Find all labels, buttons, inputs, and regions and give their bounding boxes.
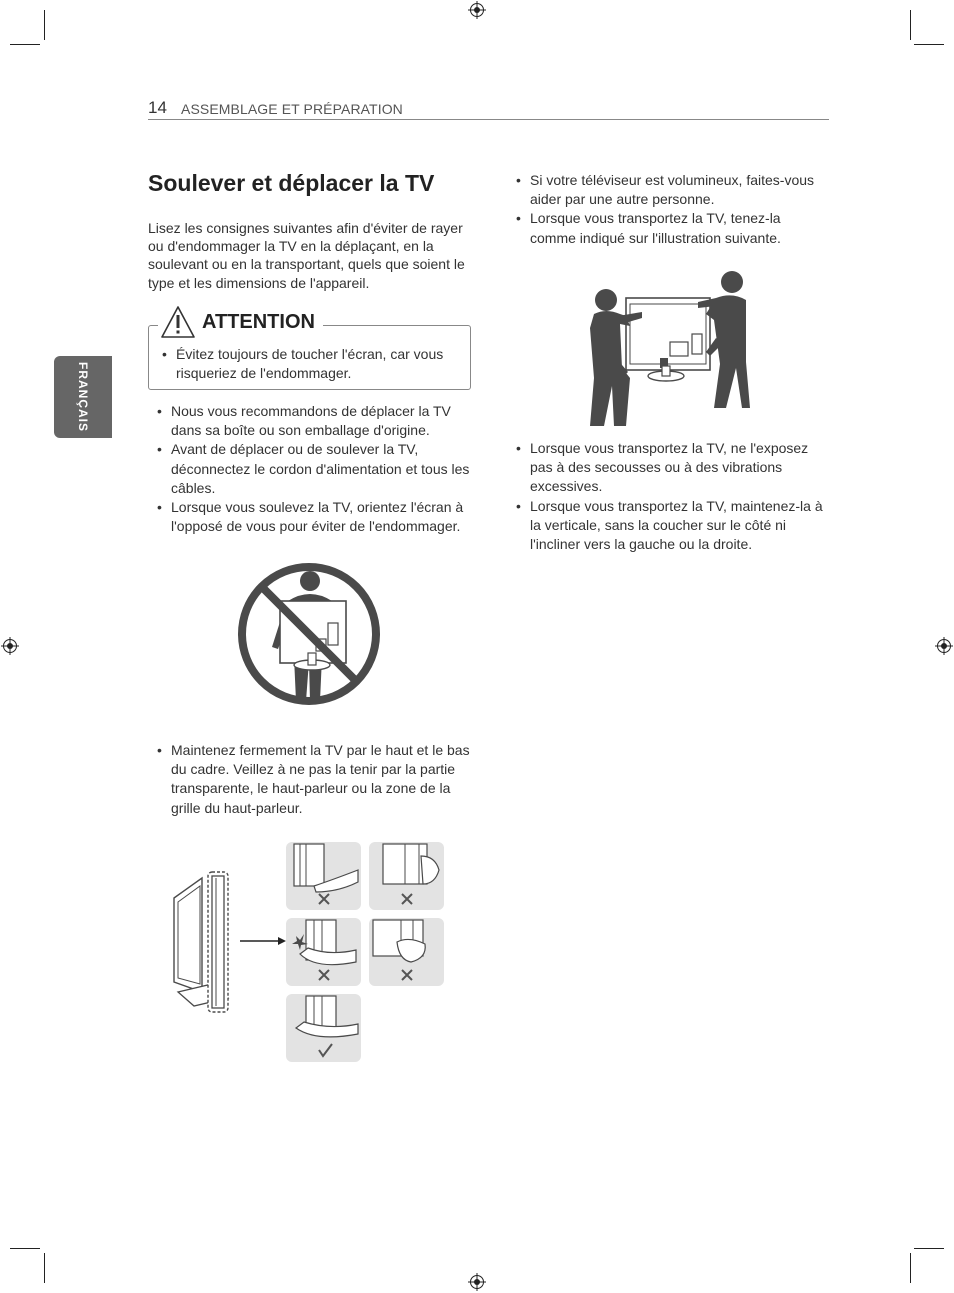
attention-header bbox=[158, 302, 323, 342]
list-item: • Lorsque vous transportez la TV, ne l'exposez pas à des secousses ou à des vibrations excessives. bbox=[516, 439, 824, 497]
list-item: • Si votre téléviseur est volumineux, faites-vous aider par une autre personne. bbox=[516, 171, 824, 209]
registration-mark-icon bbox=[1, 637, 19, 655]
page-title: Soulever et déplacer la TV bbox=[148, 170, 435, 196]
list-item: • Avant de déplacer ou de soulever la TV, déconnectez le cordon d'alimentation et tous les câbles. bbox=[157, 440, 472, 498]
transport-instructions-list bbox=[516, 439, 824, 554]
intro-paragraph: Lisez les consignes suivantes afin d'éviter de rayer ou d'endommager la TV en la déplaçant, en la soulevant ou en la transportant, quels que soient le type et les dimensions de l'appareil. bbox=[148, 220, 465, 291]
list-item: • Nous vous recommandons de déplacer la TV dans sa boîte ou son emballage d'origine. bbox=[157, 402, 472, 440]
list-item: • Lorsque vous transportez la TV, maintenez-la à la verticale, sans la coucher sur le côté ni l'incliner vers la gauche ou la droite. bbox=[516, 497, 824, 555]
hand-grip-icon bbox=[286, 842, 361, 910]
holding-instructions-list bbox=[157, 741, 472, 818]
warning-triangle-icon bbox=[160, 305, 196, 339]
prohibited-lifting-illustration bbox=[236, 561, 382, 707]
hand-grip-icon bbox=[286, 994, 361, 1062]
crop-mark bbox=[914, 1248, 944, 1249]
grip-panel-correct bbox=[286, 994, 361, 1062]
grip-panel-wrong-bottom bbox=[286, 842, 361, 910]
two-person-carry-illustration bbox=[586, 268, 754, 428]
carrying-instructions-list bbox=[516, 171, 824, 248]
hand-grip-icon bbox=[369, 918, 444, 986]
language-tab-label: FRANÇAIS bbox=[76, 362, 90, 432]
list-item: • Maintenez fermement la TV par le haut et le bas du cadre. Veillez à ne pas la tenir par la partie transparente, le haut-parleur ou la zone de la grille du haut-parleur. bbox=[157, 741, 472, 818]
registration-mark-icon bbox=[935, 637, 953, 655]
grip-panel-wrong-speaker bbox=[286, 918, 361, 986]
hand-grip-icon bbox=[286, 918, 361, 986]
grip-panel-wrong-side bbox=[369, 842, 444, 910]
crop-mark bbox=[910, 1253, 911, 1283]
section-title: ASSEMBLAGE ET PRÉPARATION bbox=[181, 101, 403, 117]
list-item: • Évitez toujours de toucher l'écran, car vous risqueriez de l'endommager. bbox=[162, 345, 462, 383]
crop-mark bbox=[44, 10, 45, 40]
crop-mark bbox=[910, 10, 911, 40]
crop-mark bbox=[10, 1248, 40, 1249]
hand-grip-icon bbox=[369, 842, 444, 910]
list-item: • Lorsque vous transportez la TV, tenez-la comme indiqué sur l'illustration suivante. bbox=[516, 209, 824, 247]
attention-label: ATTENTION bbox=[202, 310, 315, 333]
lifting-instructions-list bbox=[157, 402, 472, 536]
crop-mark bbox=[914, 44, 944, 45]
grip-panel-wrong-grille bbox=[369, 918, 444, 986]
list-item: • Lorsque vous soulevez la TV, orientez l'écran à l'opposé de vous pour éviter de l'endommager. bbox=[157, 498, 472, 536]
registration-mark-icon bbox=[468, 1273, 486, 1291]
header-divider bbox=[148, 119, 829, 120]
attention-list bbox=[162, 345, 462, 383]
page-number: 14 bbox=[148, 98, 167, 117]
crop-mark bbox=[10, 44, 40, 45]
language-tab bbox=[54, 356, 112, 438]
tv-side-view-illustration bbox=[168, 864, 286, 1020]
registration-mark-icon bbox=[468, 1, 486, 19]
crop-mark bbox=[44, 1253, 45, 1283]
